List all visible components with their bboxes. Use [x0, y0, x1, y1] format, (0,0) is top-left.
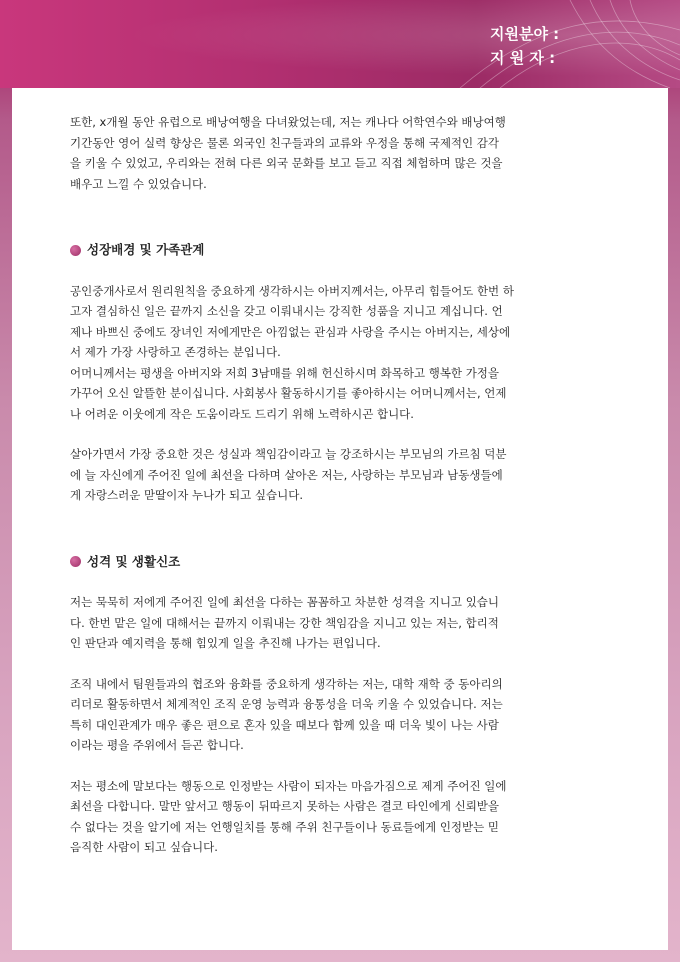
section-heading-growth — [70, 240, 610, 261]
bullet-icon — [70, 556, 81, 567]
personality-paragraph-2: 조직 내에서 팀원들과의 협조와 융화를 중요하게 생각하는 저는, 대학 재학 중 동아리의 리더로 활동하면서 체계적인 조직 운영 능력과 융통성을 더욱 키울 수 있었습니다. 저는 특히 대인관계가 매우 좋은 편으로 혼자 있을 때보다 함께 있을 때 더욱 빛이 나는 사람 이라는 평을 주위에서 듣곤 합니다. — [70, 676, 503, 752]
intro-paragraph: 또한, x개월 동안 유럽으로 배낭여행을 다녀왔었는데, 저는 캐나다 어학연수와 배낭여행 기간동안 영어 실력 향상은 물론 외국인 친구들과의 교류와 우정을 통해 국제적인 감각 을 키울 수 있었고, 우리와는 전혀 다른 외국 문화를 보고 듣고 직접 체험하며 많은 것을 배우고 느낄 수 있었습니다. — [70, 115, 506, 191]
document-content — [70, 112, 610, 858]
header-band — [0, 0, 680, 88]
bullet-icon — [70, 245, 81, 256]
section-heading-personality — [70, 552, 610, 573]
applicant-label: 지 원 자 : — [490, 49, 556, 67]
growth-paragraph-2: 살아가면서 가장 중요한 것은 성실과 책임감이라고 늘 강조하시는 부모님의 가르침 덕분 에 늘 자신에게 주어진 일에 최선을 다하며 살아온 저는, 사랑하는 부모님과 남동생들에 게 자랑스러운 맏딸이자 누나가 되고 싶습니다. — [70, 447, 507, 502]
personality-paragraph-1: 저는 묵묵히 저에게 주어진 일에 최선을 다하는 꼼꼼하고 차분한 성격을 지니고 있습니 다. 한번 맡은 일에 대해서는 끝까지 이뤄내는 강한 책임감을 지니고 있는 저는, 합리적 인 판단과 예지력을 통해 힘있게 일을 추진해 나가는 편입니다. — [70, 595, 500, 650]
personality-paragraph-3: 저는 평소에 말보다는 행동으로 인정받는 사람이 되자는 마음가짐으로 제게 주어진 일에 최선을 다합니다. 말만 앞서고 행동이 뒤따르지 못하는 사람은 결코 타인에게 신뢰받을 수 없다는 것을 알기에 저는 언행일치를 통해 주위 친구들이나 동료들에게 인정받는 믿 음직한 사람이 되고 싶습니다. — [70, 778, 507, 854]
section-title: 성장배경 및 가족관계 — [87, 242, 205, 257]
section-title: 성격 및 생활신조 — [87, 553, 181, 569]
growth-paragraph-1: 공인중개사로서 원리원칙을 중요하게 생각하시는 아버지께서는, 아무리 힘들어도 한번 하 고자 결심하신 일은 끝까지 소신을 갖고 이뤄내시는 강직한 성품을 지니고 계십니다. 언 제나 바쁘신 중에도 장녀인 저에게만은 아낌없는 관심과 사랑을 주시는 아버지는, 세상에 서 제가 가장 사랑하고 존경하는 분입니다. 어머니께서는 평생을 아버지와 저희 3남매를 위해 헌신하시며 화목하고 행복한 가정을 가꾸어 오신 알뜰한 분이십니다. 사회봉사 활동하시기를 좋아하시는 어머니께서는, 언제 나 어려운 이웃에게 작은 도움이라도 드리기 위해 노력하시곤 합니다. — [70, 283, 514, 421]
field-label: 지원분야 : — [490, 25, 560, 43]
